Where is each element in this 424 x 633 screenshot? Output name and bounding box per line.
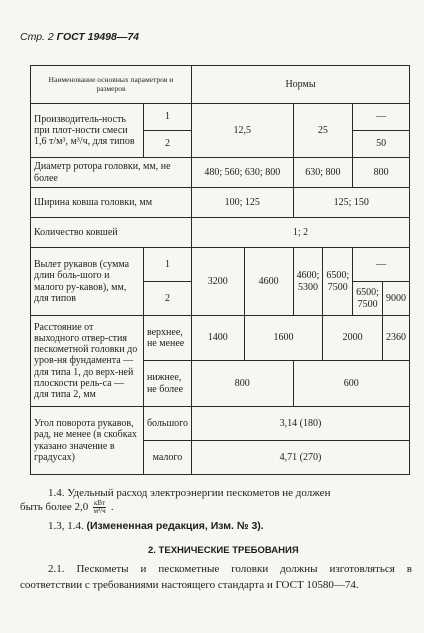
distance-upper: верхнее, не менее [143,316,191,361]
unit-fraction [93,500,106,515]
standard-code: ГОСТ 19498—74 [56,31,140,43]
reach-value-e: — [353,248,410,282]
reach-value-b: 4600 [244,248,293,316]
rotor-value-3: 800 [353,158,410,188]
consumption-end: . [110,501,114,514]
productivity-label: Производитель-ность при плот-ности смеси 1,6 т/м³, м³/ч, для типов [31,104,144,158]
unit-numerator: кВт [94,499,106,507]
type-1: 1 [143,104,191,131]
table-row [31,248,410,282]
distance-upper-1: 1400 [192,316,245,361]
distance-upper-2: 1600 [244,316,323,361]
unit-denominator: м³/ч [93,507,106,515]
paragraph-2-1: 2.1. Пескометы и пескометные головки должны изготовляться в соответствии с требованиями настоящего стандарта и ГОСТ 10580—74. [20,563,412,591]
amendment-note [48,520,264,532]
page-number: Стр. 2 [20,31,54,43]
table-row [31,104,410,131]
productivity-value-1: 12,5 [192,104,294,158]
angle-label: Угол поворота рукавов, рад, не менее (в скобках указано значение в градусах) [31,407,144,475]
page-header [20,31,139,43]
rotor-value-2: 630; 800 [293,158,353,188]
distance-lower-2: 600 [293,361,409,407]
type-1: 1 [143,248,191,282]
header-parameters: Наименование основных параметров и размеров [31,66,192,104]
bucket-width-value-2: 125; 150 [293,188,409,218]
reach-value-a: 3200 [192,248,245,316]
reach-value-g: 9000 [382,282,409,316]
table-header-row [31,66,410,104]
reach-value-c: 4600; 5300 [293,248,323,316]
angle-value-1: 3,14 (180) [192,407,410,441]
productivity-value-4: 50 [353,131,410,158]
angle-big: большого [143,407,191,441]
table-row [31,158,410,188]
header-norms: Нормы [192,66,410,104]
bucket-count-value: 1; 2 [192,218,410,248]
bucket-width-value-1: 100; 125 [192,188,294,218]
type-2: 2 [143,282,191,316]
consumption-text: быть более 2,0 [20,501,89,514]
table-row [31,407,410,441]
distance-label: Расстояние от выходного отвер-стия пескометной головки до уров-ня фундамента — для типа 1, до верх-ней плоскости рель-са — для типа 2, мм [31,316,144,407]
distance-lower-1: 800 [192,361,294,407]
paragraph-1-4-tail [20,500,114,515]
reach-label: Вылет рукавов (сумма длин боль-шого и малого ру-кавов), мм, для типов [31,248,144,316]
bucket-count-label: Количество ковшей [31,218,192,248]
angle-value-2: 4,71 (270) [192,441,410,475]
reach-value-f: 6500; 7500 [353,282,383,316]
distance-upper-3: 2000 [323,316,383,361]
paragraph-1-4: 1.4. Удельный расход электроэнергии пескометов не должен [48,487,331,499]
type-2: 2 [143,131,191,158]
amendment-text: (Измененная редакция, Изм. № 3). [86,520,264,532]
bucket-width-label: Ширина ковша головки, мм [31,188,192,218]
amendment-refs: 1.3, 1.4. [48,520,84,532]
table-row [31,218,410,248]
rotor-label: Диаметр ротора головки, мм, не более [31,158,192,188]
distance-upper-4: 2360 [382,316,409,361]
parameters-table [30,65,410,475]
table-row [31,188,410,218]
table-row [31,316,410,361]
section-title: 2. ТЕХНИЧЕСКИЕ ТРЕБОВАНИЯ [148,545,299,556]
productivity-value-2: 25 [293,104,353,158]
rotor-value-1: 480; 560; 630; 800 [192,158,294,188]
productivity-value-3: — [353,104,410,131]
angle-small: малого [143,441,191,475]
reach-value-d: 6500; 7500 [323,248,353,316]
distance-lower: нижнее, не более [143,361,191,407]
